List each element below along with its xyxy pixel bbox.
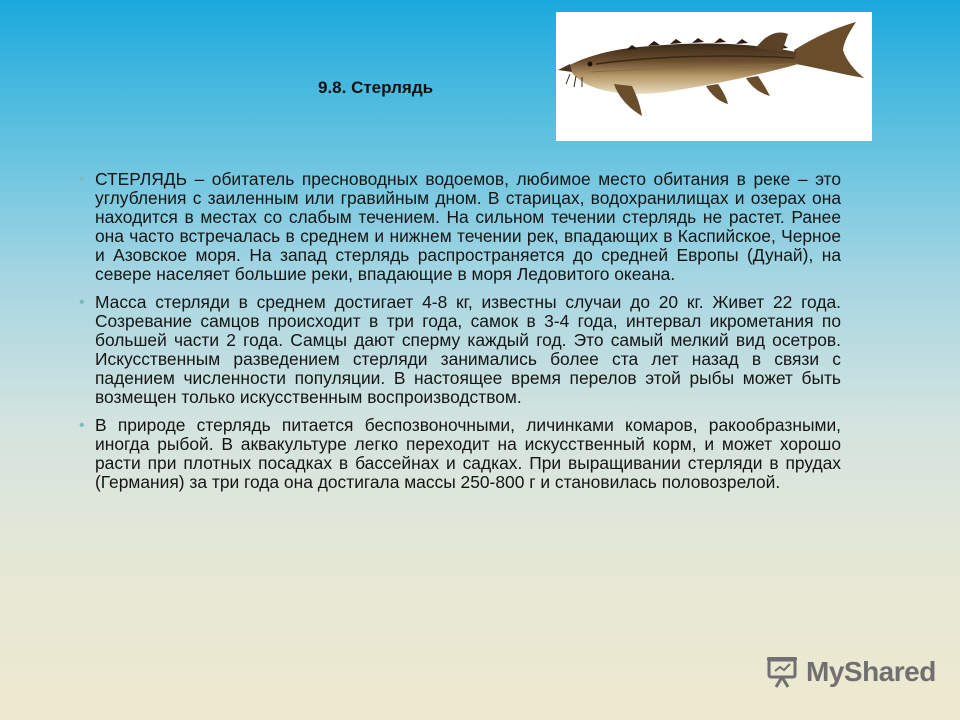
paragraph-habitat [75, 170, 841, 284]
watermark-logo [766, 655, 936, 689]
paragraph-text: В природе стерлядь питается беспозвоночными, личинками комаров, ракообразными, иногда рыбой. В аквакультуре легко переходит на искусственный корм, и может хорошо расти при плотных посадках в бассейнах и садках. При выращивании стерляди в прудах (Германия) за три года она достигала массы 250-800 г и становилась половозрелой. [95, 415, 841, 492]
paragraph-biology [75, 293, 841, 407]
paragraph-text: Масса стерляди в среднем достигает 4-8 кг, известны случаи до 20 кг. Живет 22 года. Созревание самцов происходит в три года, самок в 3-4 года, интервал икрометания по большей части 2 года. Самцы дают сперму каждый год. Это самый мелкий вид осетров. Искусственным разведением стерляди занимались более ста лет назад в связи с падением численности популяции. В настоящее время перелов этой рыбы может быть возмещен только искусственным воспроизводством. [95, 292, 841, 407]
slide-title: 9.8. Стерлядь [318, 78, 434, 97]
sterlet-fish-image [556, 12, 872, 141]
paragraph-feeding [75, 416, 841, 492]
bullet-icon: • [79, 417, 85, 434]
slide-body [75, 170, 841, 501]
fish-illustration [556, 12, 872, 141]
bullet-icon: • [79, 294, 85, 311]
watermark-text: MyShared [806, 656, 936, 687]
bullet-icon: • [79, 171, 85, 188]
presentation-board-icon [766, 656, 800, 688]
paragraph-text: СТЕРЛЯДЬ – обитатель пресноводных водоемов, любимое место обитания в реке – это углубления с заиленным или гравийным дном. В старицах, водохранилищах и озерах она находится в местах со слабым течением. На сильном течении стерлядь не растет. Ранее она часто встречалась в среднем и нижнем течении рек, впадающих в Каспийское, Черное и Азовское моря. На запад стерлядь распространяется до средней Европы (Дунай), на севере населяет большие реки, впадающие в моря Ледовитого океана. [95, 169, 841, 284]
